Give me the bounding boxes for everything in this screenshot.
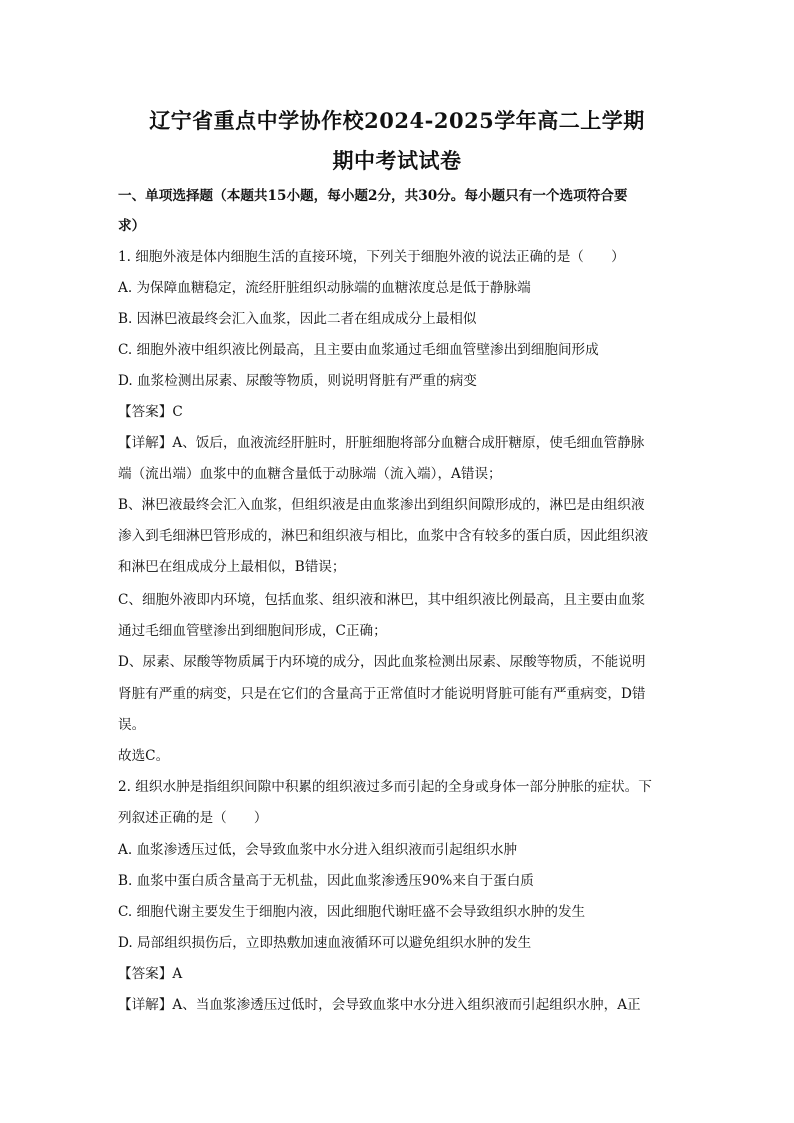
- question-1-explanation-line: 通过毛细血管壁渗出到细胞间形成，C正确；: [118, 623, 387, 639]
- question-1-answer: 【答案】C: [118, 404, 183, 420]
- question-1-option-c: C. 细胞外液中组织液比例最高，且主要由血浆通过毛细血管壁渗出到细胞间形成: [118, 342, 599, 358]
- question-1-conclusion: 故选C。: [118, 748, 170, 764]
- document-title-line1: 辽宁省重点中学协作校2024-2025学年高二上学期: [149, 108, 645, 133]
- question-1-option-a: A. 为保障血糖稳定，流经肝脏组织动脉端的血糖浓度总是低于静脉端: [118, 280, 531, 296]
- question-2-stem-line1: 2. 组织水肿是指组织间隙中积累的组织液过多而引起的全身或身体一部分肿胀的症状。下: [118, 779, 652, 795]
- question-2-stem-line2: 列叙述正确的是（ ）: [118, 810, 268, 826]
- question-1-explanation-line: 肾脏有严重的病变，只是在它们的含量高于正常值时才能说明肾脏可能有严重病变，D错: [118, 686, 646, 702]
- question-2-option-d: D. 局部组织损伤后，立即热敷加速血液循环可以避免组织水肿的发生: [118, 935, 532, 951]
- question-1-explanation-line: C、细胞外液即内环境，包括血浆、组织液和淋巴，其中组织液比例最高，且主要由血浆: [118, 592, 645, 608]
- question-1-explanation-line: 【详解】A、饭后，血液流经肝脏时，肝脏细胞将部分血糖合成肝糖原，使毛细血管静脉: [118, 435, 645, 451]
- question-1-explanation-line: 和淋巴在组成成分上最相似，B错误；: [118, 559, 346, 575]
- question-1-explanation-line: 端（流出端）血浆中的血糖含量低于动脉端（流入端），A错误；: [118, 466, 502, 482]
- question-2-option-b: B. 血浆中蛋白质含量高于无机盐，因此血浆渗透压90%来自于蛋白质: [118, 873, 534, 889]
- question-1-option-d: D. 血浆检测出尿素、尿酸等物质，则说明肾脏有严重的病变: [118, 373, 477, 389]
- question-1-explanation-line: 误。: [118, 717, 146, 733]
- question-1-explanation-line: D、尿素、尿酸等物质属于内环境的成分，因此血浆检测出尿素、尿酸等物质，不能说明: [118, 654, 646, 670]
- question-1-option-b: B. 因淋巴液最终会汇入血浆，因此二者在组成成分上最相似: [118, 311, 477, 327]
- question-2-explanation-line: 【详解】A、当血浆渗透压过低时，会导致血浆中水分进入组织液而引起组织水肿，A正: [118, 997, 641, 1013]
- question-1-stem: 1. 细胞外液是体内细胞生活的直接环境，下列关于细胞外液的说法正确的是（ ）: [118, 249, 625, 265]
- question-1-explanation-line: B、淋巴液最终会汇入血浆，但组织液是由血浆渗出到组织间隙形成的，淋巴是由组织液: [118, 497, 645, 513]
- question-2-option-c: C. 细胞代谢主要发生于细胞内液，因此细胞代谢旺盛不会导致组织水肿的发生: [118, 904, 586, 920]
- question-1-explanation-line: 渗入到毛细淋巴管形成的，淋巴和组织液与相比，血浆中含有较多的蛋白质，因此组织液: [118, 528, 649, 544]
- section-heading-line2: 求）: [118, 218, 146, 234]
- document-title-line2: 期中考试试卷: [332, 148, 462, 173]
- question-2-option-a: A. 血浆渗透压过低，会导致血浆中水分进入组织液而引起组织水肿: [118, 842, 518, 858]
- question-2-answer: 【答案】A: [118, 966, 183, 982]
- section-heading-line1: 一、单项选择题（本题共15小题，每小题2分，共30分。每小题只有一个选项符合要: [118, 188, 628, 204]
